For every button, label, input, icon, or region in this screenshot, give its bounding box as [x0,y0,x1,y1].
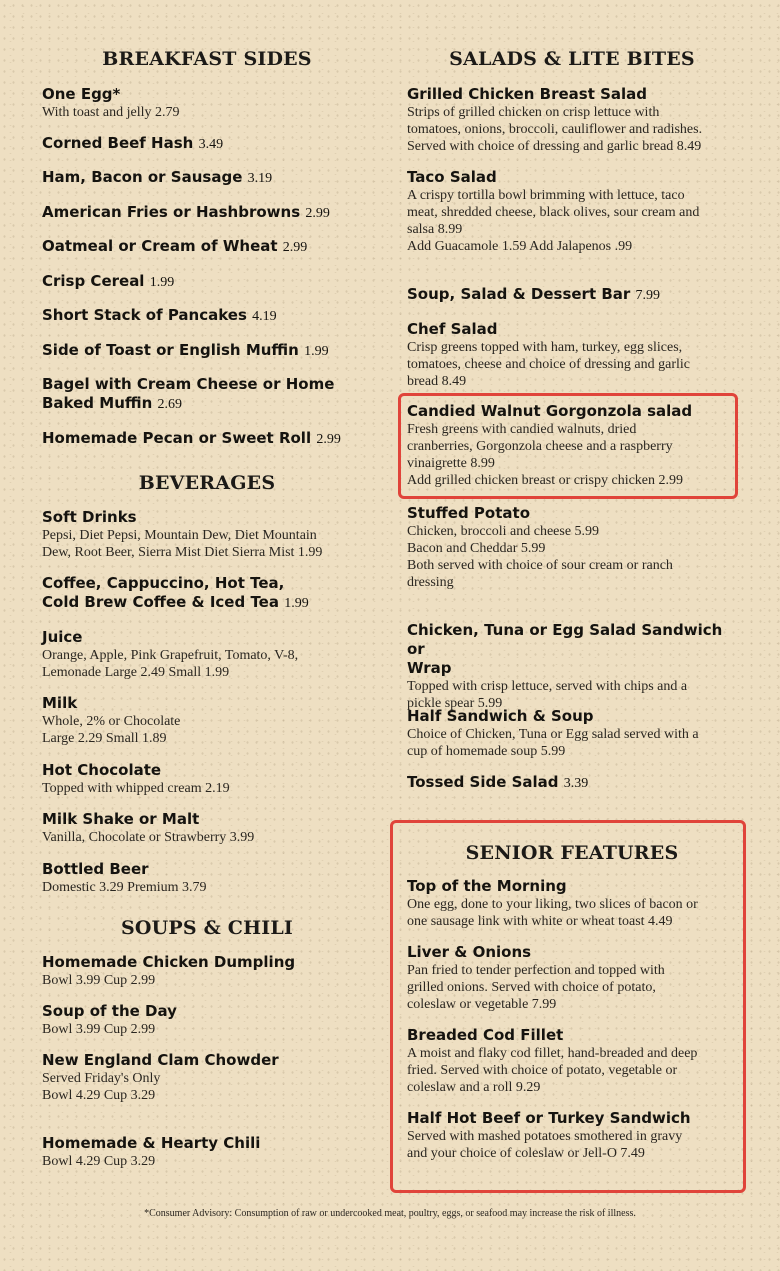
menu-item-side-of-toast-or-english-muffin [42,341,372,361]
item-description [42,1153,372,1170]
item-name [407,85,737,104]
item-description-line: Both served with choice of sour cream or ranch [407,558,673,573]
item-name-text: Stuffed Potato [407,504,531,522]
item-name-text: Bagel with Cream Cheese or Home [42,375,335,393]
item-price: 2.99 [282,240,308,255]
item-name-text: Hot Chocolate [42,761,162,779]
item-description-line: Add grilled chicken breast or crispy chicken 2.99 [407,473,684,488]
item-name [42,134,372,154]
item-name [42,810,372,829]
breakfast-sides-title: BREAKFAST SIDES [102,48,312,70]
item-description-line: grilled onions. Served with choice of potato, [407,980,656,995]
menu-item-bagel-with-cream-cheese-or-home-baked-muffin [42,375,372,414]
item-description [42,527,372,561]
item-name [42,860,372,879]
item-description-line: Large 2.29 Small 1.89 [42,731,167,746]
menu-item-juice [42,628,372,681]
item-name-text: Bottled Beer [42,860,149,878]
item-name-text: Breaded Cod Fillet [407,1026,564,1044]
menu-item-bottled-beer [42,860,372,896]
item-name [42,203,372,223]
menu-item-crisp-cereal [42,272,372,292]
item-description [42,713,372,747]
menu-item-homemade-chicken-dumpling [42,953,372,989]
item-name-text: Milk [42,694,78,712]
item-name-text: Half Hot Beef or Turkey Sandwich [407,1109,691,1127]
item-name [42,1051,372,1070]
item-description-line: cup of homemade soup 5.99 [407,744,566,759]
item-description-line: Served Friday's Only [42,1071,161,1086]
item-description [42,104,372,121]
item-name-text: Coffee, Cappuccino, Hot Tea, [42,574,285,592]
menu-item-tossed-side-salad [407,773,737,793]
item-description [42,879,372,896]
item-description-line: dressing [407,575,454,590]
item-name-text: Juice [42,628,83,646]
item-name [42,761,372,780]
item-description-line: Served with choice of dressing and garlic bread 8.49 [407,139,702,154]
item-name-text: Soup of the Day [42,1002,177,1020]
salads-lite-bites-title: SALADS & LITE BITES [449,48,695,70]
item-name-text-line2: Wrap [407,659,452,677]
item-name-text: One Egg* [42,85,121,103]
menu-item-hot-chocolate [42,761,372,797]
item-name [407,707,737,726]
item-name-text: Side of Toast or English Muffin [42,341,299,359]
item-name [407,168,737,187]
item-name-text: Homemade Chicken Dumpling [42,953,296,971]
item-name-text: Grilled Chicken Breast Salad [407,85,648,103]
item-description-line: coleslaw and a roll 9.29 [407,1080,541,1095]
item-price: 1.99 [304,344,329,359]
item-description-line: Topped with crisp lettuce, served with chips and a [407,679,688,694]
item-price: 3.39 [563,776,589,791]
item-name-text: Milk Shake or Malt [42,810,200,828]
menu-item-milk-shake-or-malt [42,810,372,846]
menu-item-taco-salad [407,168,737,255]
item-name [42,429,372,449]
item-price: 2.99 [305,206,330,221]
item-description-line: Bowl 4.29 Cup 3.29 [42,1088,156,1103]
menu-item-one-egg [42,85,372,121]
menu-item-soup-salad-dessert-bar [407,285,737,305]
item-description-line: A crispy tortilla bowl brimming with lettuce, taco [407,188,685,203]
menu-item-ham-bacon-or-sausage [42,168,372,188]
item-price: 3.49 [198,137,224,152]
item-name [42,574,372,613]
item-description-line: Pan fried to tender perfection and topped with [407,963,665,978]
menu-item-soup-of-the-day [42,1002,372,1038]
item-description-line: meat, shredded cheese, black olives, sour cream and [407,205,700,220]
item-description-line: Orange, Apple, Pink Grapefruit, Tomato, V-8, [42,648,299,663]
item-description-line: Domestic 3.29 Premium 3.79 [42,880,207,895]
item-price: 1.99 [149,275,175,290]
item-description-line: Served with mashed potatoes smothered in gravy [407,1129,683,1144]
item-name [407,285,737,305]
item-description-line: and your choice of coleslaw or Jell-O 7.49 [407,1146,645,1161]
item-name [42,694,372,713]
item-description-line: Choice of Chicken, Tuna or Egg salad served with a [407,727,699,742]
menu-item-homemade-hearty-chili [42,1134,372,1170]
item-description [42,1021,372,1038]
item-description [407,726,737,760]
menu-item-new-england-clam-chowder [42,1051,372,1104]
item-description-line: Bowl 3.99 Cup 2.99 [42,973,156,988]
item-name [42,628,372,647]
item-name-text: Chef Salad [407,320,498,338]
item-description [407,187,737,255]
consumer-advisory: *Consumer Advisory: Consumption of raw or undercooked meat, poultry, eggs, or seafood may increase the risk of illness. [144,1208,636,1219]
item-name [42,85,372,104]
item-name [42,1002,372,1021]
item-description [42,1070,372,1104]
menu-item-american-fries-or-hashbrowns [42,203,372,223]
item-name [42,508,372,527]
item-description-line: fried. Served with choice of potato, vegetable or [407,1063,678,1078]
item-description-line: Strips of grilled chicken on crisp lettuce with [407,105,660,120]
item-description-line: Topped with whipped cream 2.19 [42,781,230,796]
item-description-line: cranberries, Gorgonzola cheese and a raspberry [407,439,673,454]
item-description-line: pickle spear 5.99 [407,696,503,711]
item-name-text: Homemade & Hearty Chili [42,1134,261,1152]
item-name-text-line2: Cold Brew Coffee & Iced Tea [42,593,279,611]
item-name-text: Crisp Cereal [42,272,145,290]
menu-item-chef-salad [407,320,737,390]
menu-item-half-sandwich-soup [407,707,737,760]
item-name [407,504,737,523]
item-name-text: Soft Drinks [42,508,137,526]
item-description-line: Bacon and Cheddar 5.99 [407,541,546,556]
item-description-line: tomatoes, onions, broccoli, cauliflower and radishes. [407,122,703,137]
item-name [42,375,372,414]
item-name [42,1134,372,1153]
soups-chili-title: SOUPS & CHILI [120,917,294,939]
highlight-box-candied-walnut [398,393,738,499]
beverages-title: BEVERAGES [138,472,276,494]
item-name-text: Liver & Onions [407,943,532,961]
item-name-text: New England Clam Chowder [42,1051,279,1069]
item-price: 2.99 [316,432,341,447]
item-price: 4.19 [252,309,277,324]
menu-item-soft-drinks [42,508,372,561]
item-description [42,780,372,797]
item-name-text: Candied Walnut Gorgonzola salad [407,402,693,420]
item-name-text: Chicken, Tuna or Egg Salad Sandwich or [407,621,723,658]
menu-item-coffee-cappuccino-hot-tea-cold-brew-coffee-iced-tea [42,574,372,613]
item-name-text: Homemade Pecan or Sweet Roll [42,429,312,447]
item-description [42,647,372,681]
item-price: 3.19 [247,171,273,186]
item-description [42,972,372,989]
item-description-line: Whole, 2% or Chocolate [42,714,181,729]
item-name-text-line2: Baked Muffin [42,394,153,412]
item-description-line: Lemonade Large 2.49 Small 1.99 [42,665,230,680]
item-description-line: tomatoes, cheese and choice of dressing and garlic [407,357,691,372]
item-name [407,320,737,339]
item-description-line: Bowl 4.29 Cup 3.29 [42,1154,156,1169]
menu-item-oatmeal-or-cream-of-wheat [42,237,372,257]
item-description [407,104,737,155]
item-description-line: With toast and jelly 2.79 [42,105,180,120]
item-name-text: Taco Salad [407,168,497,186]
item-description-line: Pepsi, Diet Pepsi, Mountain Dew, Diet Mountain [42,528,317,543]
item-description-line: bread 8.49 [407,374,467,389]
item-name-text: Tossed Side Salad [407,773,559,791]
menu-item-short-stack-of-pancakes [42,306,372,326]
senior-features-title: SENIOR FEATURES [465,842,679,864]
item-name [42,953,372,972]
item-description [407,523,737,591]
item-description-line: salsa 8.99 [407,222,463,237]
item-description-line: Vanilla, Chocolate or Strawberry 3.99 [42,830,255,845]
item-description-line: vinaigrette 8.99 [407,456,495,471]
item-name [42,272,372,292]
menu-item-grilled-chicken-breast-salad [407,85,737,155]
item-description-line: Crisp greens topped with ham, turkey, egg slices, [407,340,683,355]
item-description-line: Fresh greens with candied walnuts, dried [407,422,637,437]
item-name-text: American Fries or Hashbrowns [42,203,301,221]
item-description-line: One egg, done to your liking, two slices of bacon or [407,897,698,912]
item-description [42,829,372,846]
item-name [42,237,372,257]
item-description-line: Dew, Root Beer, Sierra Mist Diet Sierra Mist 1.99 [42,545,323,560]
item-description-line: Add Guacamole 1.59 Add Jalapenos .99 [407,239,633,254]
item-name [407,773,737,793]
item-name [42,341,372,361]
item-name [42,306,372,326]
item-name [42,168,372,188]
item-description-line: coleslaw or vegetable 7.99 [407,997,557,1012]
menu-item-chicken-tuna-or-egg-salad-sandwich-or-wrap [407,621,737,712]
item-name-text: Corned Beef Hash [42,134,194,152]
menu-item-milk [42,694,372,747]
item-name-text: Soup, Salad & Dessert Bar [407,285,631,303]
highlight-box-senior-features [390,820,746,1193]
item-description-line: one sausage link with white or wheat toast 4.49 [407,914,673,929]
item-price: 2.69 [157,397,183,412]
item-description [407,339,737,390]
menu-item-stuffed-potato [407,504,737,591]
item-name-text: Top of the Morning [407,877,567,895]
item-description-line: Chicken, broccoli and cheese 5.99 [407,524,600,539]
item-name [407,621,737,678]
item-description-line: Bowl 3.99 Cup 2.99 [42,1022,156,1037]
item-price: 7.99 [635,288,661,303]
menu-item-homemade-pecan-or-sweet-roll [42,429,372,449]
item-name-text: Short Stack of Pancakes [42,306,247,324]
menu-item-corned-beef-hash [42,134,372,154]
item-description-line: A moist and flaky cod fillet, hand-breaded and deep [407,1046,698,1061]
item-name-text: Half Sandwich & Soup [407,707,594,725]
item-name-text: Ham, Bacon or Sausage [42,168,243,186]
item-price: 1.99 [284,596,309,611]
item-name-text: Oatmeal or Cream of Wheat [42,237,278,255]
